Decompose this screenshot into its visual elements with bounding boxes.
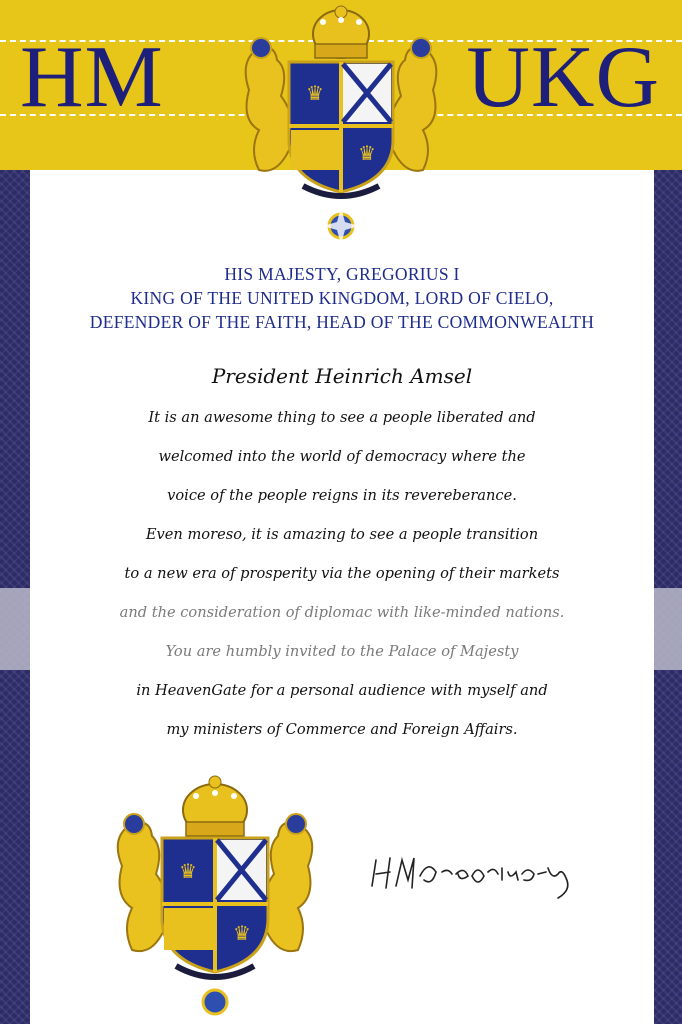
- svg-text:♛: ♛: [306, 81, 324, 105]
- svg-text:♛: ♛: [179, 859, 197, 883]
- letter-body: [30, 404, 654, 755]
- letter-line: to a new era of prosperity via the opening of their markets: [124, 565, 560, 582]
- letter-line: You are humbly invited to the Palace of Majesty: [165, 643, 519, 660]
- svg-text:♛: ♛: [358, 141, 376, 165]
- letter-line: my ministers of Commerce and Foreign Affairs.: [166, 721, 518, 738]
- letter-line: in HeavenGate for a personal audience with myself and: [136, 682, 548, 699]
- sovereign-title-line1: HIS MAJESTY, GREGORIUS I: [224, 264, 460, 284]
- letter-addressee: President Heinrich Amsel: [211, 364, 473, 388]
- sovereign-title-line2: KING OF THE UNITED KINGDOM, LORD OF CIELO,: [130, 288, 554, 308]
- letter-line: and the consideration of diplomac with like-minded nations.: [119, 604, 565, 621]
- letter-line: welcomed into the world of democracy where the: [158, 448, 526, 465]
- letter-line: Even moreso, it is amazing to see a people transition: [145, 526, 539, 543]
- royal-coat-of-arms-icon: [219, 0, 463, 248]
- sovereign-title-line3: DEFENDER OF THE FAITH, HEAD OF THE COMMONWEALTH: [89, 312, 595, 332]
- handwritten-signature: [362, 846, 622, 906]
- letter-line: It is an awesome thing to see a people liberated and: [148, 409, 536, 426]
- svg-text:♛: ♛: [233, 921, 251, 945]
- header-mark-left: HM: [20, 29, 164, 126]
- sovereign-titles: [30, 262, 654, 334]
- royal-coat-of-arms-icon: [96, 766, 334, 1022]
- letter-line: voice of the people reigns in its revereberance.: [167, 487, 517, 504]
- header-mark-right: UKG: [466, 29, 660, 126]
